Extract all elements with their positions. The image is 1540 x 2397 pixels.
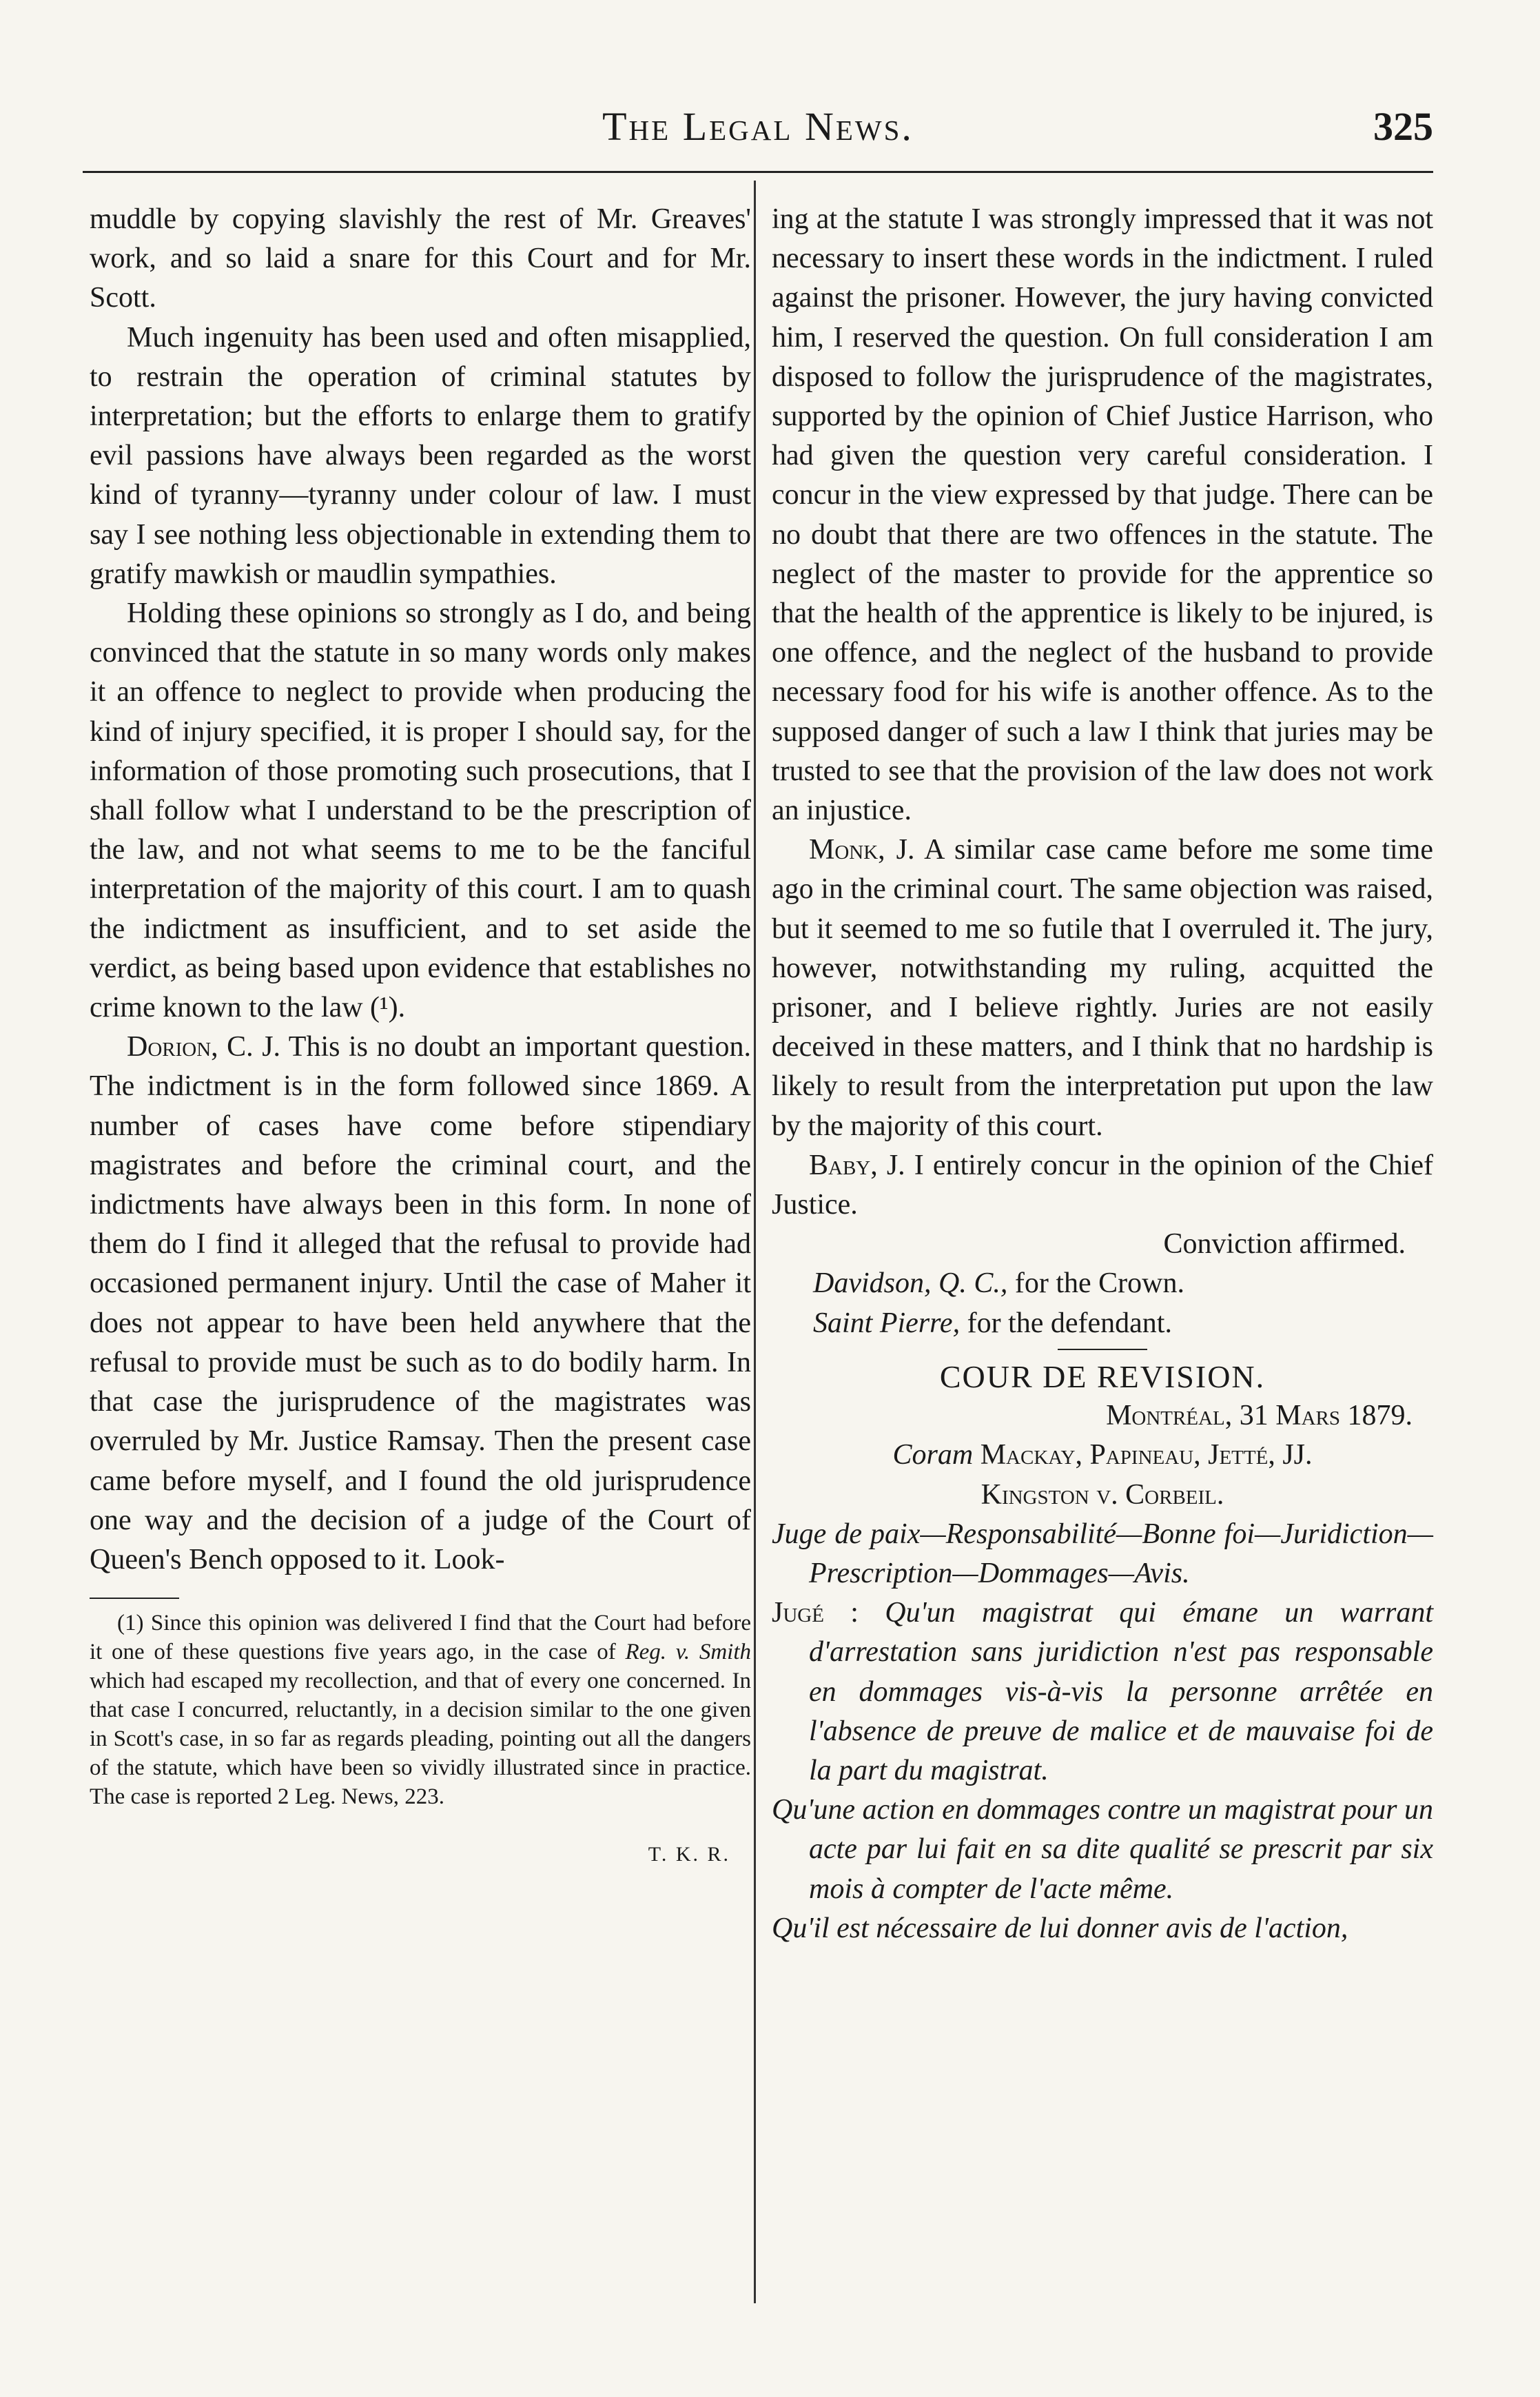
paragraph: ing at the statute I was strongly impressed that it was not necessary to insert these words in the indictment. I ruled against the prisoner. However, the jury having convicted him, I reserved the question. On full consideration I am disposed to follow the jurisprudence of the magistrates, supported by the opinion of Chief Justice Harrison, who had given the question very careful consideration. I concur in the view expressed by that judge. There can be no doubt that there are two offences in the statute. The neglect of the master to provide for the apprentice so that the health of the apprentice is likely to be injured, is one offence, and the neglect of the husband to provide necessary food for his wife is another offence. As to the supposed danger of such a law I think that juries may be trusted to see that the provision of the law does not work an injustice. xyxy=(772,203,1433,827)
footnote xyxy=(90,1609,751,1811)
counsel-name: Davidson, Q. C., xyxy=(813,1267,1008,1300)
footnote-text: (1) Since this opinion was delivered I find that the Court had before it one of these questions five years ago, in the case of xyxy=(90,1611,751,1665)
right-column xyxy=(772,200,1433,1948)
author-initials: T. K. R. xyxy=(648,1843,730,1866)
counsel-name: Saint Pierre, xyxy=(813,1307,961,1339)
case-digest xyxy=(772,1515,1433,1948)
holding: Qu'il est nécessaire de lui donner avis de l'action, xyxy=(772,1912,1348,1944)
coram-label: Coram xyxy=(892,1439,974,1471)
case-citation: Reg. v. Smith xyxy=(625,1640,752,1665)
juge-label: Jugé : xyxy=(772,1597,859,1629)
journal-title: The Legal News. xyxy=(602,104,914,149)
counsel-role: for the Crown. xyxy=(1007,1267,1184,1300)
holding-text: Qu'un magistrat qui émane un warrant d'arrestation sans juridiction n'est pas responsable en dommages vis-à-vis la personne arrêtée en l'absence de preuve de malice et de mauvaise foi de la part du magistrat. xyxy=(809,1597,1433,1786)
coram-line xyxy=(772,1436,1433,1475)
holding: Qu'une action en dommages contre un magistrat pour un acte par lui fait en sa dite qualité se prescrit par six mois à compter de l'acte même. xyxy=(772,1794,1433,1905)
coram-judges: Mackay, Papineau, Jetté, JJ. xyxy=(973,1439,1313,1471)
footnote-rule xyxy=(90,1598,179,1599)
judge-name: Baby, J. xyxy=(809,1149,905,1181)
paragraph: Holding these opinions so strongly as I do, and being convinced that the statute in so many words only makes it an offence to neglect to provide when producing the kind of injury specified, it is proper I should say, for the information of those promoting such prosecutions, that I shall follow what I understand to be the prescription of the law, and not what seems to me to be the fanciful interpretation of the majority of this court. I am to quash the indictment as insufficient, and to set aside the verdict, as being based upon evidence that establishes no crime known to the law (¹). xyxy=(90,598,751,1024)
court-heading: COUR DE REVISION. xyxy=(939,1358,1266,1394)
counsel-line xyxy=(772,1264,1433,1303)
place-date: Montréal, 31 Mars 1879. xyxy=(1106,1400,1413,1432)
judge-name: Monk, J. xyxy=(809,834,915,866)
paragraph-text: I entirely concur in the opinion of the Chief Justice. xyxy=(772,1149,1433,1221)
paragraph-text: A similar case came before me some time ago in the criminal court. The same objection was raised, but it seemed to me so futile that I overruled it. The jury, however, notwithstanding my ruling, acquitted the prisoner, and I believe rightly. Juries are not easily deceived in these matters, and I think that no hardship is likely to result from the interpretation put upon the law by the majority of this court. xyxy=(772,834,1433,1142)
paragraph: Much ingenuity has been used and often misapplied, to restrain the operation of criminal statutes by interpretation; but the efforts to enlarge them to gratify evil passions have always been regarded as the worst kind of tyranny—tyranny under colour of law. I must say I see nothing less objectionable in extending them to gratify mawkish or maudlin sympathies. xyxy=(90,321,751,590)
page-header xyxy=(83,103,1433,152)
paragraph xyxy=(772,830,1433,1146)
page-number: 325 xyxy=(1373,104,1433,149)
paragraph xyxy=(772,1146,1433,1225)
case-title: Kingston v. Corbeil. xyxy=(981,1478,1224,1511)
footnote-text: which had escaped my recollection, and that of every one concerned. In that case I concurred, reluctantly, in a decision similar to the one given in Scott's case, in so far as regards pleading, pointing out all the dangers of the statute, which have been so vividly illustrated since in practice. The case is reported 2 Leg. News, 223. xyxy=(90,1669,751,1810)
headnote: Juge de paix—Responsabilité—Bonne foi—Juridiction—Prescription—Dommages—Avis. xyxy=(772,1518,1433,1589)
holding xyxy=(772,1593,1433,1791)
disposition: Conviction affirmed. xyxy=(1163,1228,1406,1261)
judge-name: Dorion, C. J. xyxy=(127,1031,281,1063)
counsel-line xyxy=(772,1304,1433,1343)
paragraph: muddle by copying slavishly the rest of Mr. Greaves' work, and so laid a snare for this Court and for Mr. Scott. xyxy=(90,203,751,314)
left-column xyxy=(90,200,751,1874)
counsel-role: for the defendant. xyxy=(960,1307,1172,1339)
paragraph xyxy=(90,1028,751,1580)
header-rule xyxy=(83,171,1433,173)
column-divider xyxy=(754,181,756,2303)
paragraph-text: This is no doubt an important question. The indictment is in the form followed since 1869. A number of cases have come before stipendiary magistrates and before the criminal court, and the indictments have always been in this form. In none of them do I find it alleged that the refusal to provide had occasioned permanent injury. Until the case of Maher it does not appear to have been held anywhere that the refusal to provide must be such as to do bodily harm. In that case the jurisprudence of the magistrates was overruled by Mr. Justice Ramsay. Then the present case came before myself, and I found the old jurisprudence one way and the decision of a judge of the Court of Queen's Bench opposed to it. Look- xyxy=(90,1031,751,1575)
section-rule xyxy=(1058,1349,1147,1350)
